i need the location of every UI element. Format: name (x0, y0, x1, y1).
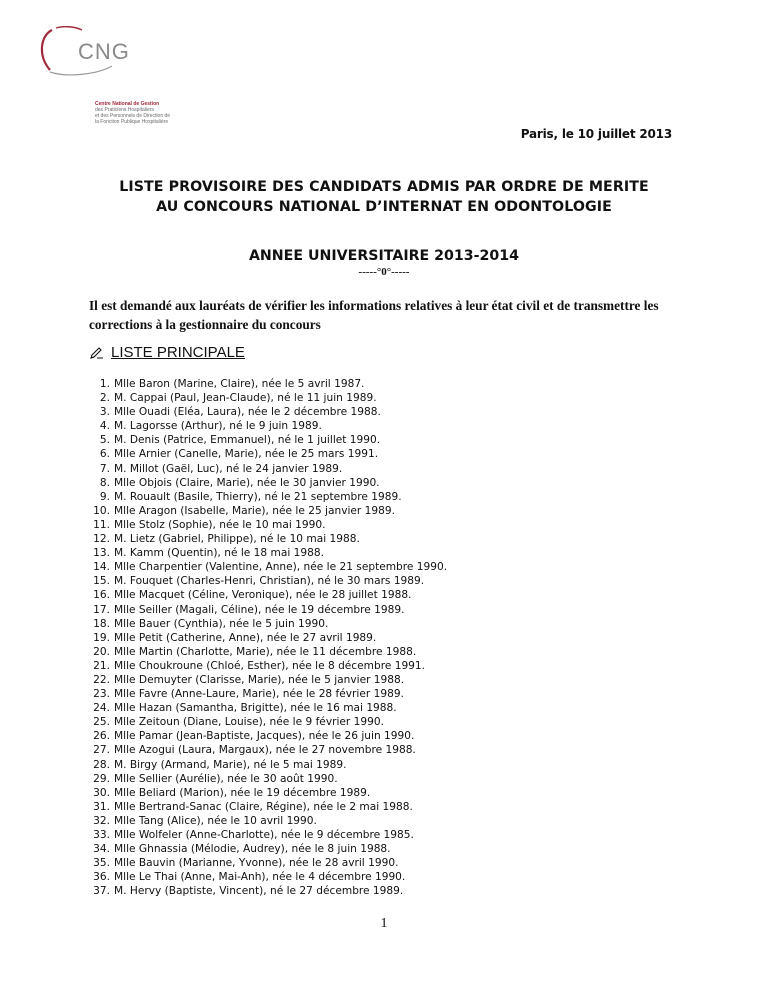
title-line: AU CONCOURS NATIONAL D’INTERNAT EN ODONTOLOGIE (156, 199, 612, 215)
item-number: 9. (99, 490, 110, 503)
item-text: Mlle Stolz (Sophie), née le 10 mai 1990. (114, 518, 326, 531)
item-text: M. Denis (Patrice, Emmanuel), né le 1 juillet 1990. (114, 434, 381, 447)
section-heading (89, 344, 245, 361)
item-text: Mlle Demuyter (Clarisse, Marie), née le 5 janvier 1988. (114, 673, 405, 686)
item-number: 12. (93, 533, 110, 546)
title-line: LISTE PROVISOIRE DES CANDIDATS ADMIS PAR ORDRE DE MERITE (119, 179, 649, 195)
list-item (90, 729, 447, 743)
logo-org-line: des Praticiens Hospitaliers (95, 107, 154, 113)
item-number: 24. (93, 702, 110, 715)
list-item (90, 828, 447, 842)
list-item (90, 814, 447, 828)
item-text: M. Cappai (Paul, Jean-Claude), né le 11 juin 1989. (114, 392, 377, 405)
item-number: 27. (93, 744, 110, 757)
item-text: Mlle Macquet (Céline, Veronique), née le 28 juillet 1988. (114, 589, 412, 602)
list-item (90, 433, 447, 447)
item-number: 36. (93, 871, 110, 884)
item-number: 21. (93, 659, 110, 672)
item-number: 7. (99, 462, 110, 475)
list-item (90, 645, 447, 659)
item-number: 10. (93, 504, 110, 517)
list-item (90, 758, 447, 772)
item-number: 22. (93, 673, 110, 686)
item-number: 13. (93, 547, 110, 560)
item-text: Mlle Bertrand-Sanac (Claire, Régine), née le 2 mai 1988. (114, 800, 413, 813)
item-number: 35. (93, 857, 110, 870)
item-number: 18. (93, 617, 110, 630)
item-text: Mlle Hazan (Samantha, Brigitte), née le 16 mai 1988. (114, 702, 397, 715)
logo-org-line: Centre National de Gestion (95, 101, 160, 107)
list-item (90, 800, 447, 814)
item-text: Mlle Charpentier (Valentine, Anne), née le 21 septembre 1990. (114, 561, 448, 574)
list-item (90, 377, 447, 391)
logo-org-name (95, 101, 170, 125)
item-text: Mlle Objois (Claire, Marie), née le 30 janvier 1990. (114, 476, 380, 489)
item-number: 37. (93, 885, 110, 898)
item-number: 33. (93, 829, 110, 841)
academic-year: ANNEE UNIVERSITAIRE 2013-2014 (248, 248, 520, 264)
list-item (90, 631, 447, 645)
item-text: Mlle Arnier (Canelle, Marie), née le 25 mars 1991. (114, 448, 379, 461)
item-number: 1. (99, 378, 110, 390)
candidate-list (90, 377, 447, 898)
cng-logo (38, 26, 178, 125)
list-item (90, 786, 447, 800)
cng-logo-mark (38, 26, 178, 76)
item-text: M. Hervy (Baptiste, Vincent), né le 27 décembre 1989. (114, 885, 404, 898)
list-item (90, 701, 447, 715)
item-number: 11. (93, 518, 110, 531)
section-label: LISTE PRINCIPALE (111, 344, 245, 361)
item-number: 16. (93, 589, 110, 602)
list-item (90, 673, 447, 687)
item-text: Mlle Zeitoun (Diane, Louise), née le 9 février 1990. (114, 716, 384, 729)
item-number: 29. (93, 772, 110, 785)
item-text: Mlle Wolfeler (Anne-Charlotte), née le 9 décembre 1985. (114, 829, 414, 841)
list-item (90, 842, 447, 856)
logo-org-line: la Fonction Publique Hospitalière (95, 119, 169, 125)
item-number: 2. (99, 392, 110, 405)
item-text: Mlle Pamar (Jean-Baptiste, Jacques), née le 26 juin 1990. (114, 730, 415, 743)
item-text: Mlle Favre (Anne-Laure, Marie), née le 28 février 1989. (114, 688, 404, 701)
item-text: Mlle Ouadi (Eléa, Laura), née le 2 décembre 1988. (114, 406, 381, 419)
list-item (90, 659, 447, 673)
list-item (90, 884, 447, 898)
list-item (90, 870, 447, 884)
item-number: 31. (93, 800, 110, 813)
item-text: M. Rouault (Basile, Thierry), né le 21 septembre 1989. (114, 490, 402, 503)
item-text: Mlle Ghnassia (Mélodie, Audrey), née le 8 juin 1988. (114, 843, 391, 856)
pencil-icon (89, 346, 104, 360)
item-text: M. Birgy (Armand, Marie), né le 5 mai 1989. (114, 758, 347, 771)
list-item (90, 603, 447, 617)
item-text: Mlle Sellier (Aurélie), née le 30 août 1990. (114, 772, 338, 785)
list-item (90, 715, 447, 729)
item-number: 28. (93, 758, 110, 771)
item-text: Mlle Martin (Charlotte, Marie), née le 11 décembre 1988. (114, 645, 417, 658)
list-item (90, 588, 447, 602)
list-item (90, 772, 447, 786)
item-number: 23. (93, 688, 110, 701)
list-item (90, 419, 447, 433)
list-item (90, 391, 447, 405)
list-item (90, 462, 447, 476)
item-text: M. Lagorsse (Arthur), né le 9 juin 1989. (114, 420, 322, 433)
item-number: 5. (99, 434, 110, 447)
item-number: 19. (93, 631, 110, 644)
item-number: 14. (93, 561, 110, 574)
list-item (90, 476, 447, 490)
item-text: Mlle Aragon (Isabelle, Marie), née le 25 janvier 1989. (114, 504, 395, 517)
item-text: Mlle Beliard (Marion), née le 19 décembre 1989. (114, 786, 371, 799)
list-item (90, 617, 447, 631)
item-text: Mlle Choukroune (Chloé, Esther), née le 8 décembre 1991. (114, 659, 426, 672)
item-text: Mlle Petit (Catherine, Anne), née le 27 avril 1989. (114, 631, 377, 644)
list-item (90, 532, 447, 546)
item-number: 8. (99, 476, 110, 489)
document-date: Paris, le 10 juillet 2013 (520, 127, 672, 141)
item-number: 26. (93, 730, 110, 743)
list-item (90, 574, 447, 588)
list-item (90, 743, 447, 757)
item-text: Mlle Seiller (Magali, Céline), née le 19 décembre 1989. (114, 603, 405, 616)
item-number: 17. (93, 603, 110, 616)
item-number: 15. (93, 575, 110, 588)
list-item (90, 518, 447, 532)
logo-wordmark: CNG (78, 39, 130, 64)
list-item (90, 687, 447, 701)
item-text: Mlle Baron (Marine, Claire), née le 5 avril 1987. (114, 378, 365, 390)
item-number: 32. (93, 814, 110, 827)
item-text: Mlle Bauvin (Marianne, Yvonne), née le 28 avril 1990. (114, 857, 399, 870)
item-number: 30. (93, 786, 110, 799)
item-text: Mlle Bauer (Cynthia), née le 5 juin 1990. (114, 617, 329, 630)
item-text: M. Millot (Gaël, Luc), né le 24 janvier 1989. (114, 462, 343, 475)
item-text: Mlle Azogui (Laura, Margaux), née le 27 novembre 1988. (114, 744, 416, 757)
list-item (90, 504, 447, 518)
item-number: 3. (99, 406, 110, 419)
item-text: M. Kamm (Quentin), né le 18 mai 1988. (114, 547, 324, 560)
item-number: 4. (99, 420, 110, 433)
item-number: 6. (99, 448, 110, 461)
list-item (90, 856, 447, 870)
item-text: M. Fouquet (Charles-Henri, Christian), né le 30 mars 1989. (114, 575, 425, 588)
document-title (0, 177, 768, 217)
item-text: M. Lietz (Gabriel, Philippe), né le 10 mai 1988. (114, 533, 360, 546)
list-item (90, 490, 447, 504)
item-number: 25. (93, 716, 110, 729)
notice-text: Il est demandé aux lauréats de vérifier les informations relatives à leur état civil et de transmettre les corrections à la gestionnaire du concours (89, 298, 659, 332)
item-number: 34. (93, 843, 110, 856)
item-number: 20. (93, 645, 110, 658)
logo-org-line: et des Personnels de Direction de (95, 113, 171, 119)
list-item (90, 546, 447, 560)
page-number: 1 (380, 916, 388, 931)
list-item (90, 447, 447, 461)
list-item (90, 405, 447, 419)
list-item (90, 560, 447, 574)
separator: -----°0°----- (358, 266, 410, 278)
item-text: Mlle Tang (Alice), née le 10 avril 1990. (114, 814, 317, 827)
item-text: Mlle Le Thai (Anne, Mai-Anh), née le 4 décembre 1990. (114, 871, 406, 884)
